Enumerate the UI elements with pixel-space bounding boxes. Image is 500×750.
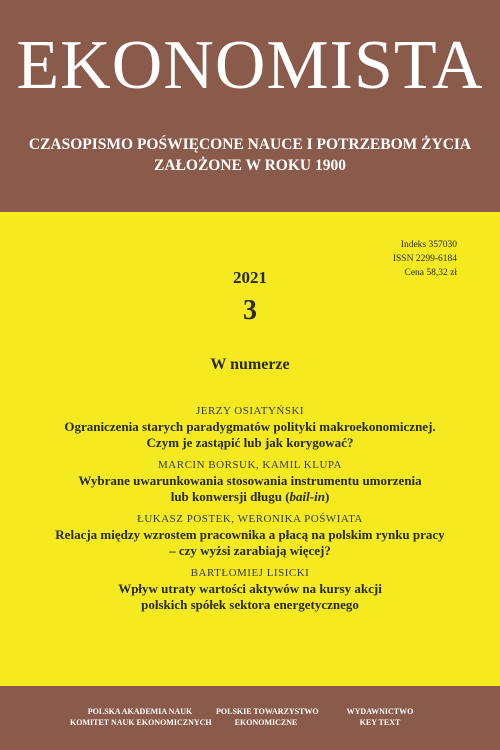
article-title-line: – czy wyżsi zarabiają więcej?: [169, 543, 331, 558]
article-author: JERZY OSIATYŃSKI: [195, 405, 305, 417]
in-issue-heading: W numerze: [210, 356, 290, 373]
article-title: [0, 473, 500, 505]
subtitle-line: ZAŁOŻONE W ROKU 1900: [154, 157, 346, 174]
article-title-line: [0, 489, 500, 505]
article-item: [0, 458, 500, 505]
publisher-pte: [216, 706, 319, 728]
article-title-line: polskich spółek sektora energetycznego: [141, 597, 359, 612]
article-title: [0, 527, 500, 559]
article-item: [0, 404, 500, 451]
publisher-line: WYDAWNICTWO: [346, 707, 414, 716]
index-number: Indeks 357030: [400, 240, 457, 250]
publisher-line: POLSKA AKADEMIA NAUK: [87, 707, 193, 716]
publisher-line: KEY TEXT: [359, 718, 401, 727]
title-text: ): [324, 489, 330, 504]
publisher-pan: [70, 706, 210, 728]
article-author: ŁUKASZ POSTEK, WERONIKA POŚWIATA: [137, 513, 363, 525]
article-title: [0, 419, 500, 451]
article-author: MARCIN BORSUK, KAMIL KLUPA: [158, 459, 342, 471]
publisher-keytext: [340, 706, 420, 728]
article-title-line: Wybrane uwarunkowania stosowania instrumentu umorzenia: [78, 473, 422, 488]
price: Cena 58,32 zł: [404, 268, 457, 278]
issue-year: 2021: [233, 268, 267, 287]
article-item: [0, 512, 500, 559]
article-title-line: Ograniczenia starych paradygmatów polityki makroekonomicznej.: [64, 419, 436, 434]
article-item: [0, 566, 500, 613]
issn: ISSN 2299-6184: [392, 254, 457, 264]
article-author: BARTŁOMIEJ LISICKI: [190, 567, 310, 579]
article-title-line: Relacja między wzrostem pracownika a płacą na polskim rynku pracy: [55, 527, 445, 542]
article-title-line: Czym je zastąpić lub jak korygować?: [146, 435, 354, 450]
italic-term: bail-in: [289, 489, 325, 504]
title-text: lub konwersji długu (: [170, 489, 290, 504]
article-list: [0, 404, 500, 620]
article-title: [0, 581, 500, 613]
article-title-line: Wpływ utraty wartości aktywów na kursy akcji: [118, 581, 382, 596]
publisher-line: EKONOMICZNE: [234, 718, 298, 727]
journal-title: EKONOMISTA: [16, 27, 484, 104]
journal-subtitle: [0, 134, 500, 176]
issue-number: 3: [243, 295, 257, 326]
publisher-line: POLSKIE TOWARZYSTWO: [216, 707, 319, 716]
subtitle-line: CZASOPISMO POŚWIĘCONE NAUCE I POTRZEBOM ŻYCIA: [28, 136, 472, 153]
publisher-line: KOMITET NAUK EKONOMICZNYCH: [70, 718, 212, 727]
